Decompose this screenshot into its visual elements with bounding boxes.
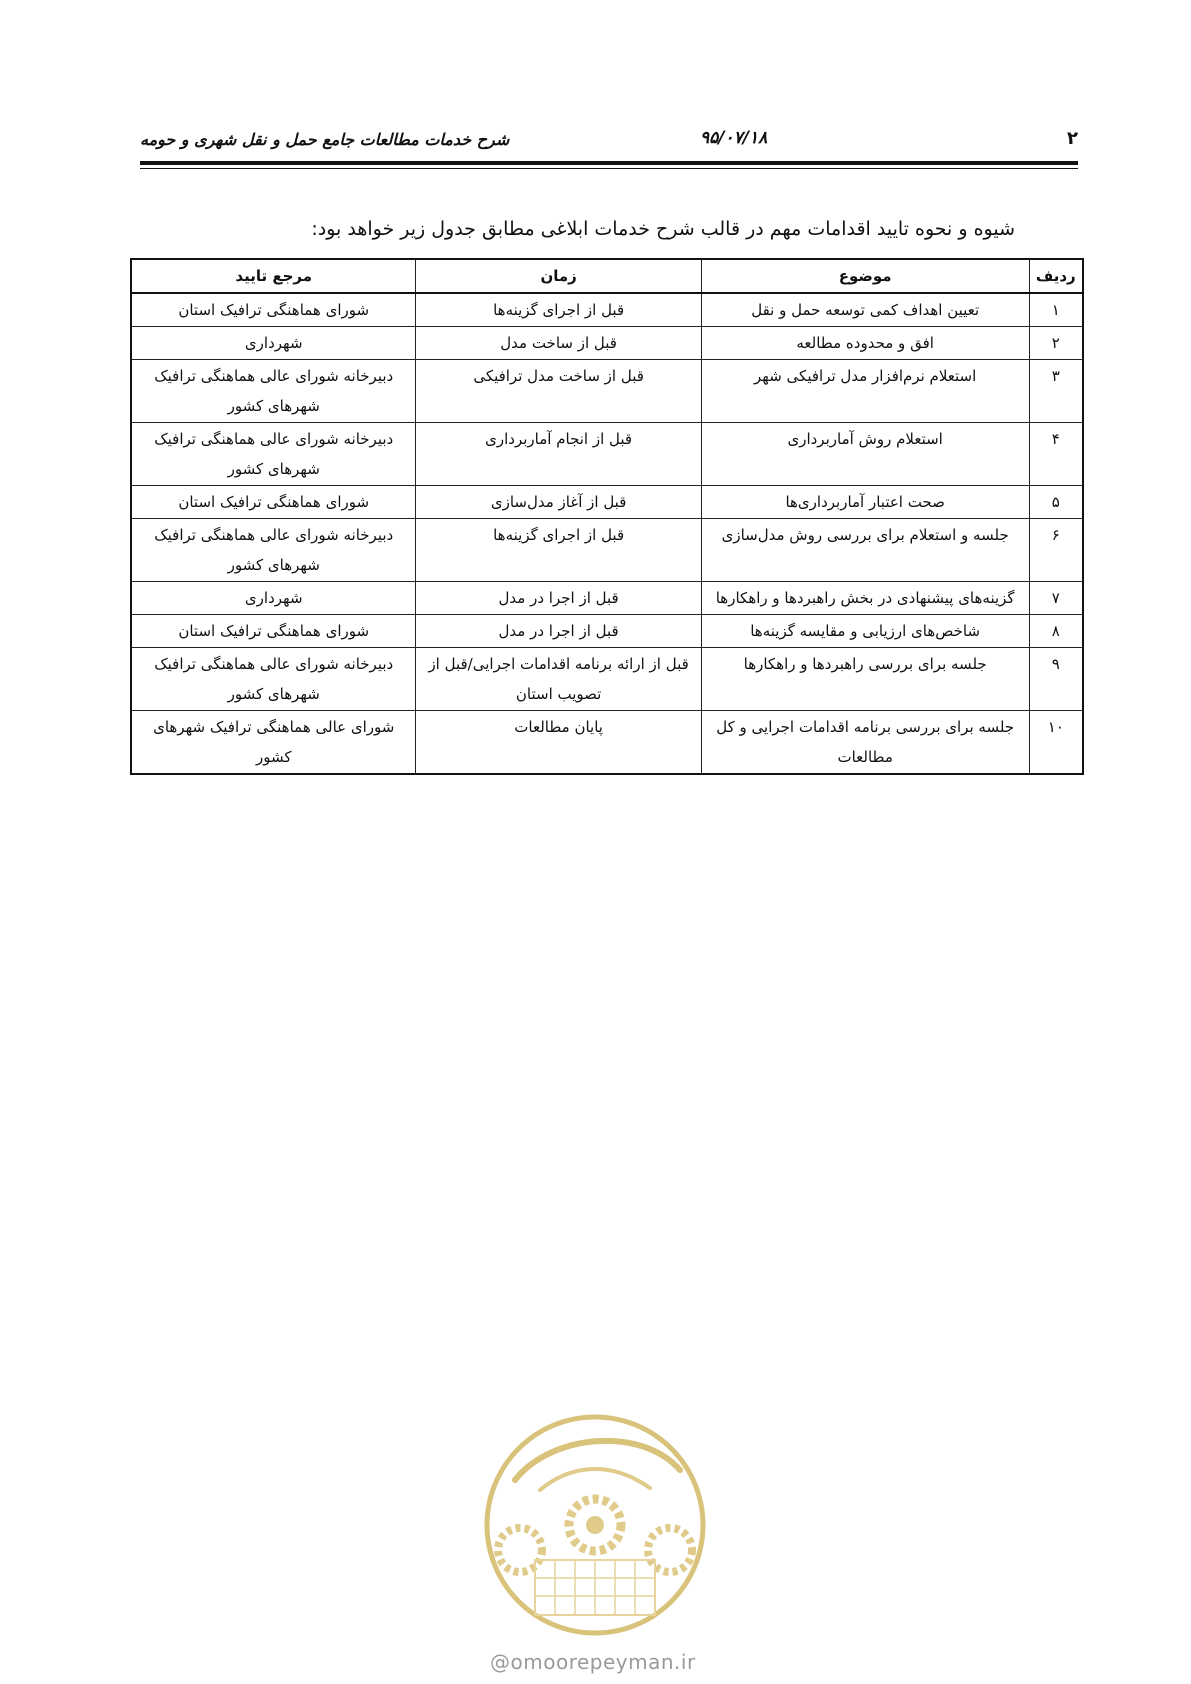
cell-time: پایان مطالعات [416, 711, 701, 775]
cell-time: قبل از ساخت مدل ترافیکی [416, 360, 701, 423]
table-body [131, 293, 1083, 774]
cell-subject: جلسه برای بررسی راهبردها و راهکارها [701, 648, 1029, 711]
cell-subject: شاخص‌های ارزیابی و مقایسه گزینه‌ها [701, 615, 1029, 648]
table-row [131, 360, 1083, 423]
cell-index: ۸ [1029, 615, 1083, 648]
intro-paragraph: شیوه و نحوه تایید اقدامات مهم در قالب شرح خدمات ابلاغی مطابق جدول زیر خواهد بود: [311, 218, 1015, 240]
cell-subject: جلسه و استعلام برای بررسی روش مدل‌سازی [701, 519, 1029, 582]
logo-calligraphy [515, 1441, 680, 1480]
table-row [131, 615, 1083, 648]
table-row [131, 327, 1083, 360]
header-subject: موضوع [701, 259, 1029, 293]
cell-reference: شهرداری [131, 582, 416, 615]
cell-reference: دبیرخانه شورای عالی هماهنگی ترافیک شهرهای کشور [131, 519, 416, 582]
header-date: ۹۵/۰۷/۱۸ [700, 128, 768, 148]
logo-calligraphy-inner [540, 1469, 650, 1490]
cell-subject: صحت اعتبار آماربرداری‌ها [701, 486, 1029, 519]
watermark-site: @omoorepeyman.ir [490, 1650, 696, 1674]
table-row [131, 519, 1083, 582]
cell-index: ۵ [1029, 486, 1083, 519]
cell-reference: شهرداری [131, 327, 416, 360]
table-row [131, 711, 1083, 775]
cell-index: ۶ [1029, 519, 1083, 582]
page-number: ۲ [1067, 128, 1078, 149]
cell-index: ۱ [1029, 293, 1083, 327]
cell-time: قبل از آغاز مدل‌سازی [416, 486, 701, 519]
header-reference: مرجع تایید [131, 259, 416, 293]
stamp-hub [586, 1516, 604, 1534]
cell-reference: دبیرخانه شورای عالی هماهنگی ترافیک شهرهای کشور [131, 648, 416, 711]
cell-index: ۴ [1029, 423, 1083, 486]
page-header [140, 128, 1078, 154]
cell-index: ۷ [1029, 582, 1083, 615]
cell-time: قبل از اجرا در مدل [416, 582, 701, 615]
table-row [131, 648, 1083, 711]
cell-reference: شورای هماهنگی ترافیک استان [131, 486, 416, 519]
cell-index: ۹ [1029, 648, 1083, 711]
cell-reference: شورای عالی هماهنگی ترافیک شهرهای کشور [131, 711, 416, 775]
cell-subject: استعلام نرم‌افزار مدل ترافیکی شهر [701, 360, 1029, 423]
header-index: ردیف [1029, 259, 1083, 293]
cell-subject: افق و محدوده مطالعه [701, 327, 1029, 360]
table-row [131, 293, 1083, 327]
stamp-logo [480, 1410, 710, 1640]
table-row [131, 423, 1083, 486]
cell-reference: دبیرخانه شورای عالی هماهنگی ترافیک شهرهای کشور [131, 360, 416, 423]
cell-time: قبل از اجرای گزینه‌ها [416, 293, 701, 327]
header-time: زمان [416, 259, 701, 293]
cell-subject: تعیین اهداف کمی توسعه حمل و نقل [701, 293, 1029, 327]
header-rule-thick [140, 161, 1078, 165]
cell-time: قبل از ساخت مدل [416, 327, 701, 360]
cell-index: ۳ [1029, 360, 1083, 423]
cell-reference: شورای هماهنگی ترافیک استان [131, 615, 416, 648]
cell-time: قبل از انجام آماربرداری [416, 423, 701, 486]
table-header-row [131, 259, 1083, 293]
cell-subject: جلسه برای بررسی برنامه اقدامات اجرایی و کل مطالعات [701, 711, 1029, 775]
cell-time: قبل از ارائه برنامه اقدامات اجرایی/قبل از تصویب استان [416, 648, 701, 711]
grid-lines [535, 1560, 655, 1615]
cell-index: ۲ [1029, 327, 1083, 360]
table-row [131, 486, 1083, 519]
cell-subject: گزینه‌های پیشنهادی در بخش راهبردها و راهکارها [701, 582, 1029, 615]
cell-reference: شورای هماهنگی ترافیک استان [131, 293, 416, 327]
approval-table [130, 258, 1084, 775]
cell-index: ۱۰ [1029, 711, 1083, 775]
header-title: شرح خدمات مطالعات جامع حمل و نقل شهری و حومه [140, 130, 510, 149]
cell-reference: دبیرخانه شورای عالی هماهنگی ترافیک شهرهای کشور [131, 423, 416, 486]
header-rule-thin [140, 168, 1078, 169]
cell-time: قبل از اجرا در مدل [416, 615, 701, 648]
table-row [131, 582, 1083, 615]
cell-time: قبل از اجرای گزینه‌ها [416, 519, 701, 582]
cell-subject: استعلام روش آماربرداری [701, 423, 1029, 486]
